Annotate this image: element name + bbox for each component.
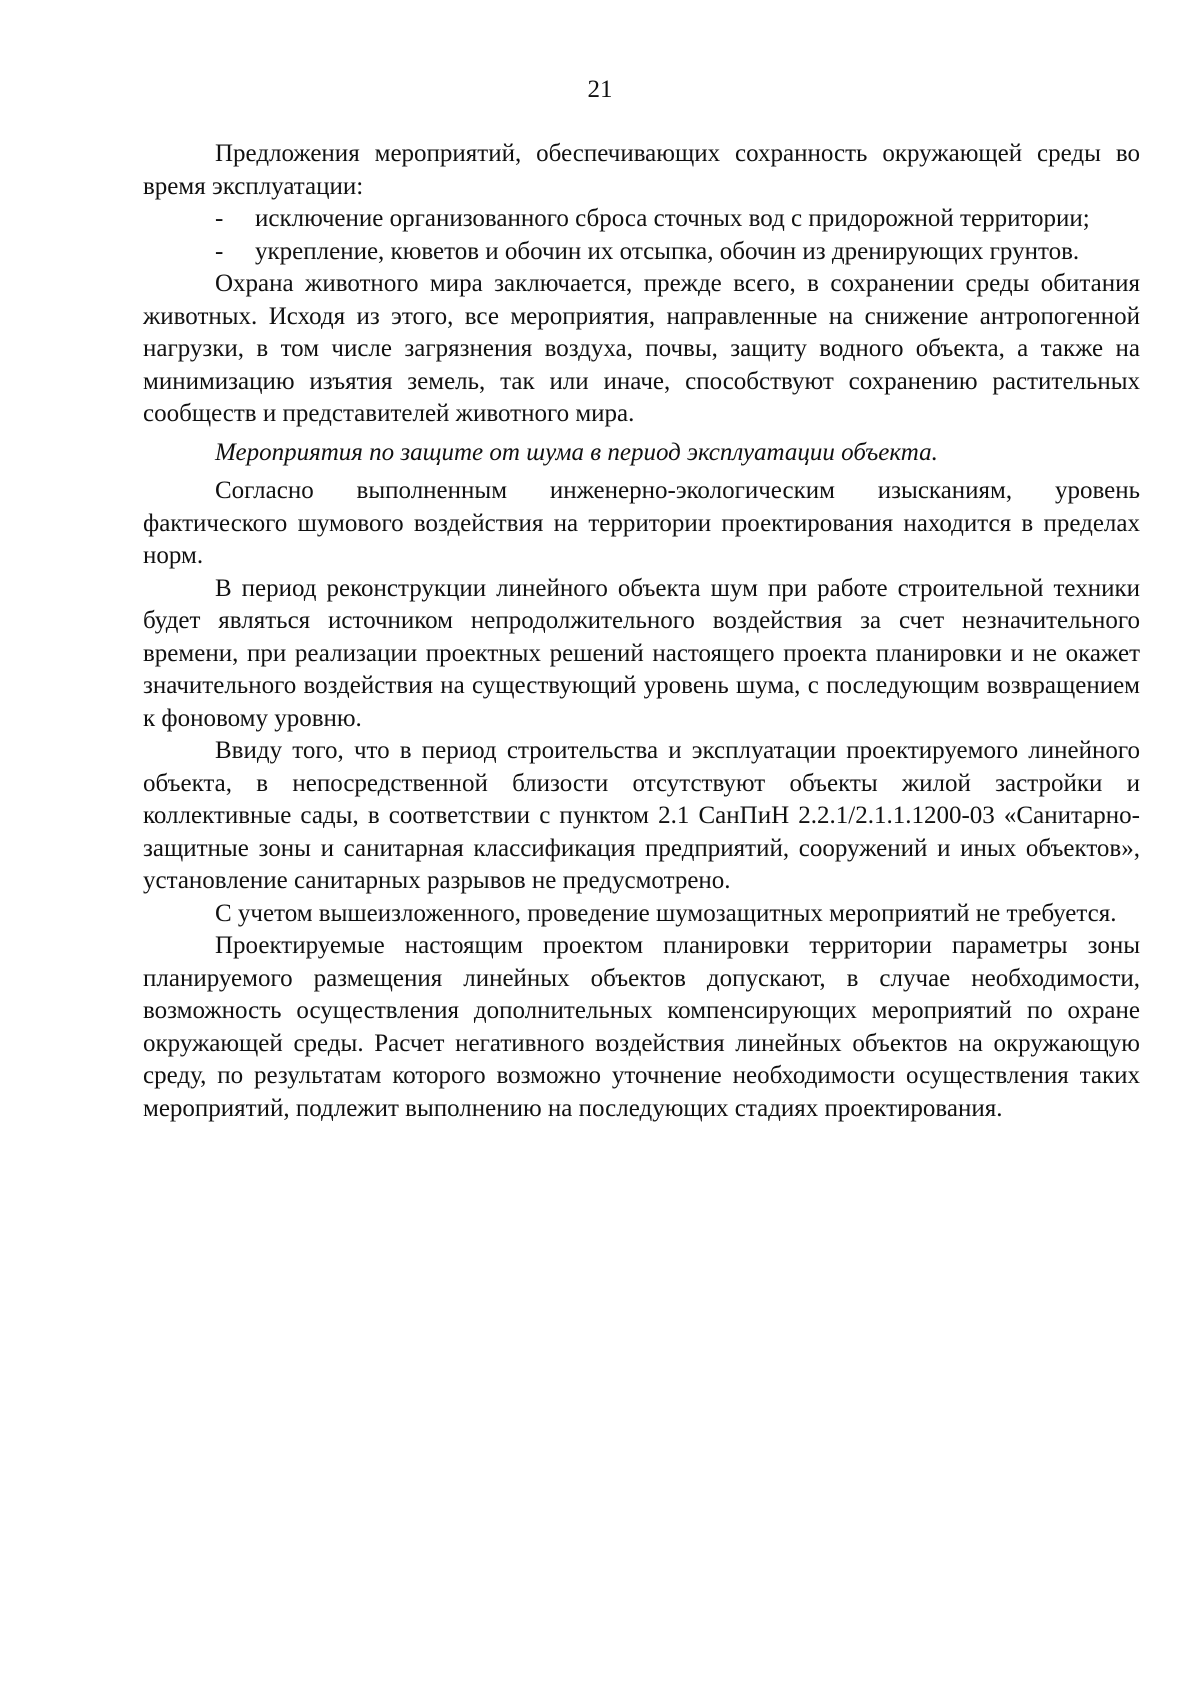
bullet-marker: - [215,205,224,232]
noise-paragraph-2: В период реконструкции линейного объекта шум при работе строительной техники будет являться источником непродолжительного воздействия за счет незначительного времени, при реализации проектных решений настоящего проекта планировки и не окажет значительного воздействия на существующий уровень шума, с последующим возвращением к фоновому уровню. [143,574,1140,732]
fauna-paragraph: Охрана животного мира заключается, прежде всего, в сохранении среды обитания животных. Исходя из этого, все мероприятия, направленные на снижение антропогенной нагрузки, в том числе загрязнения воздуха, почвы, защиту водного объекта, а также на минимизацию изъятия земель, так или иначе, способствуют сохранению растительных сообществ и представителей животного мира. [143,270,1140,427]
noise-paragraph-4: С учетом вышеизложенного, проведение шумозащитных мероприятий не требуется. [215,899,1117,927]
page-number: 21 [587,76,613,103]
document-body [143,138,1140,1125]
bullet-marker: - [215,237,224,265]
noise-paragraph-1: Согласно выполненным инженерно-экологическим изысканиям, уровень фактического шумового воздействия на территории проектирования находится в пределах норм. [143,477,1140,569]
noise-paragraph-3: Ввиду того, что в период строительства и эксплуатации проектируемого линейного объекта, в непосредственной близости отсутствуют объекты жилой застройки и коллективные сады, в соответствии с пунктом 2.1 СанПиН 2.2.1/2.1.1.1200-03 «Санитарно-защитные зоны и санитарная классификация предприятий, сооружений и иных объектов», установление санитарных разрывов не предусмотрено. [143,737,1140,894]
bullet-item-text: укрепление, кюветов и обочин их отсыпка, обочин из дренирующих грунтов. [255,237,1080,265]
bullet-item-1 [143,203,1140,236]
intro-paragraph: Предложения мероприятий, обеспечивающих сохранность окружающей среды во время эксплуатации: [143,140,1140,200]
noise-section-heading: Мероприятия по защите от шума в период эксплуатации объекта. [215,438,938,466]
bullet-item-2 [143,236,1140,269]
bullet-item-text: исключение организованного сброса сточных вод с придорожной территории; [255,205,1090,232]
conclusion-paragraph: Проектируемые настоящим проектом планировки территории параметры зоны планируемого размещения линейных объектов допускают, в случае необходимости, возможность осуществления дополнительных компенсирующих мероприятий по охране окружающей среды. Расчет негативного воздействия линейных объектов на окружающую среду, по результатам которого возможно уточнение необходимости осуществления таких мероприятий, подлежит выполнению на последующих стадиях проектирования. [143,932,1140,1122]
